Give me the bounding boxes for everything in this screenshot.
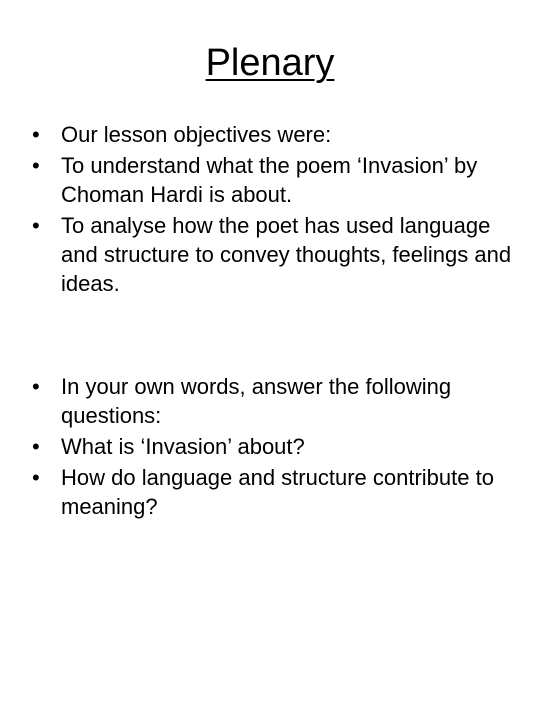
bullet-text: What is ‘Invasion’ about?	[61, 434, 305, 459]
bullet-text: In your own words, answer the following questions:	[61, 374, 452, 428]
list-item	[30, 432, 530, 461]
bullet-icon: •	[32, 374, 40, 399]
bullet-icon: •	[32, 153, 40, 178]
bullet-icon: •	[32, 465, 40, 490]
bullet-text: To understand what the poem ‘Invasion’ by Choman Hardi is about.	[61, 153, 478, 207]
slide-title-text: Plenary	[205, 42, 335, 84]
slide-title	[0, 38, 540, 88]
bullet-icon: •	[32, 434, 40, 459]
bullet-text: To analyse how the poet has used language and structure to convey thoughts, feelings and ideas.	[61, 213, 512, 296]
bullet-icon: •	[32, 122, 40, 147]
list-item	[30, 372, 530, 430]
list-item	[30, 463, 530, 521]
objectives-list	[30, 120, 530, 300]
list-item	[30, 120, 530, 149]
list-item	[30, 211, 530, 298]
list-item	[30, 151, 530, 209]
bullet-text: How do language and structure contribute to meaning?	[61, 465, 494, 519]
questions-list	[30, 372, 530, 523]
bullet-text: Our lesson objectives were:	[61, 122, 332, 147]
bullet-icon: •	[32, 213, 40, 238]
